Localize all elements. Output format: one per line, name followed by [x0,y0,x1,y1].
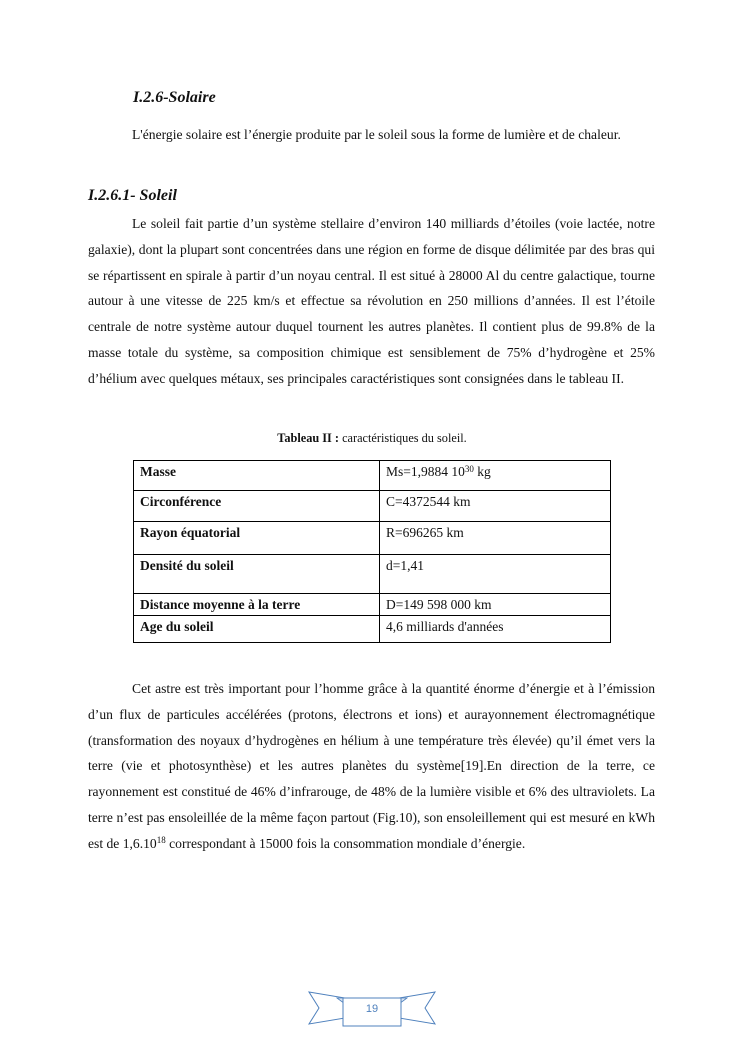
sun-paragraph-text: Le soleil fait partie d’un système stellaire d’environ 140 milliards d’étoiles (voie lactée, notre galaxie), dont la plupart sont concentrées dans une région en forme de disque délimitée par des bras qui se répartissent en spirale à partir d’un noyau central. Il est situé à 28000 Al du centre galactique, tourne autour à une vitesse de 225 km/s et effectue sa révolution en 250 millions d’années. Il est l’étoile centrale de notre système autour duquel tournent les autres planètes. Il contient plus de 99.8% de la masse totale du système, sa composition chimique est sensiblement de 75% d’hydrogène et 25% d’hélium avec quelques métaux, ses principales caractéristiques sont consignées dans le tableau II. [88,216,655,386]
table-cell-value: Ms=1,9884 $10^{30}$ kg [380,461,611,491]
exponent: 18 [156,834,166,845]
intro-paragraph [88,122,655,148]
table-row [134,461,611,491]
table-caption-text: caractéristiques du soleil. [339,431,467,445]
subsection-heading: I.2.6.1- Soleil [88,187,177,204]
radiation-text-part2: correspondant à 15000 fois la consommation mondiale d’énergie. [165,835,526,851]
table-cell-value: D=149 598 000 km [380,594,611,616]
table-cell-value: C=4372544 km [380,491,611,522]
table-row [134,555,611,594]
table-cell-key: Age du soleil [134,616,380,643]
sun-characteristics-table [133,460,611,643]
section-heading: I.2.6-Solaire [133,89,216,106]
table-cell-key: Rayon équatorial [134,522,380,555]
table-cell-value: R=696265 km [380,522,611,555]
table-row [134,616,611,643]
sun-paragraph [88,211,655,392]
table-cell-value: 4,6 milliards d'années [380,616,611,643]
table-caption-label: Tableau II : [277,431,340,445]
radiation-text-part1: Cet astre est très important pour l’homme grâce à la quantité énorme d’énergie et à l’émission d’un flux de particules accélérées (protons, électrons et ions) et aurayonnement électromagnétique (transformation des noyaux d’hydrogènes en hélium à une température très élevée) qu’il émet vers la terre (vie et photosynthèse) et les autres planètes du système[19].En direction de la terre, ce rayonnement est constitué de 46% d’infrarouge, de 48% de la lumière visible et 6% des ultraviolets. La terre n’est pas ensoleillée de la même façon partout (Fig.10), son ensoleillement qui est mesuré en kWh est de 1,6.10 [88,681,655,851]
table-row [134,491,611,522]
intro-text: L'énergie solaire est l’énergie produite par le soleil sous la forme de lumière et de chaleur. [132,127,621,142]
table-cell-key: Circonférence [134,491,380,522]
table-cell-key: Distance moyenne à la terre [134,594,380,616]
table-caption [0,431,744,446]
table-row [134,594,611,616]
table-cell-value: d=1,41 [380,555,611,594]
page-number: 19 [365,1003,379,1015]
table-cell-key: Densité du soleil [134,555,380,594]
table-row [134,522,611,555]
radiation-paragraph [88,676,655,857]
exponent: 30 [464,464,474,474]
table-cell-key: Masse [134,461,380,491]
